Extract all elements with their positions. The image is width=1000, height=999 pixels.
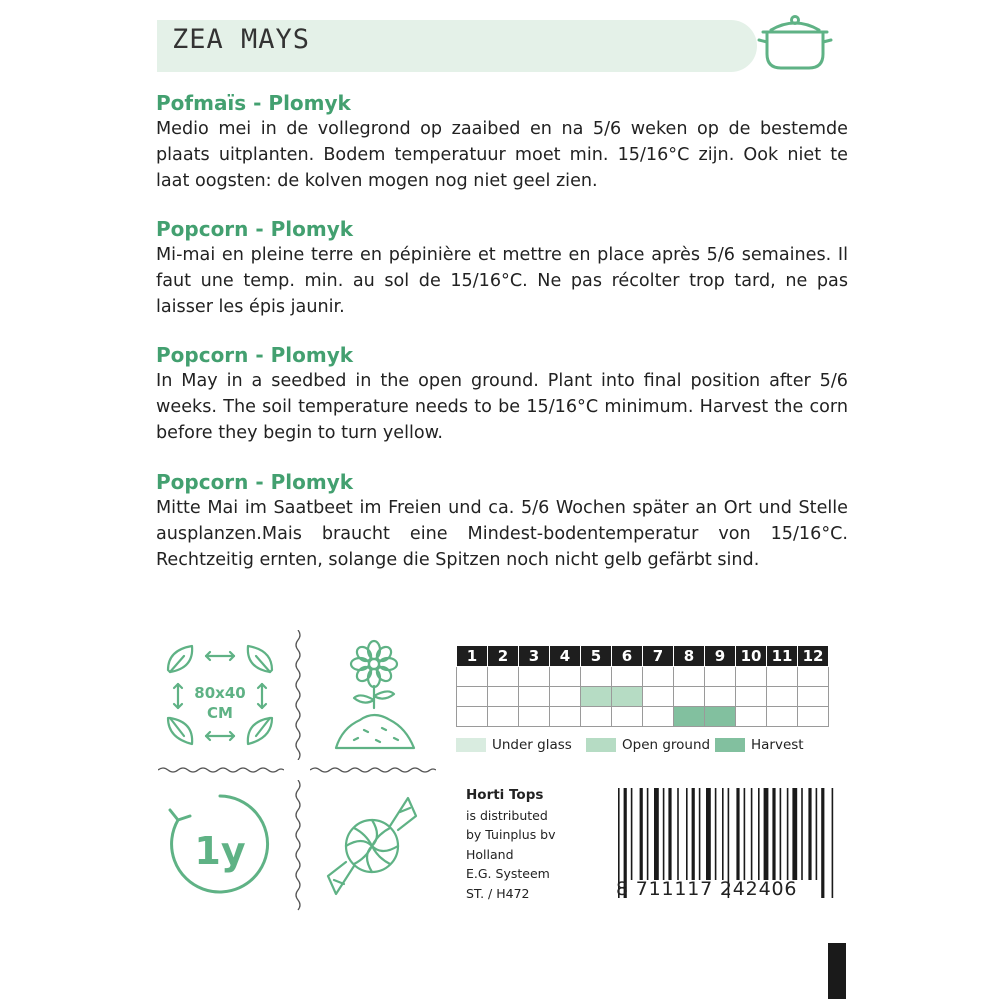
candy-icon [322,786,422,904]
calendar-cell [519,707,550,727]
calendar-cell [519,687,550,707]
legend-swatch [586,738,616,752]
calendar-cell [581,687,612,707]
legend-label: Harvest [751,737,804,753]
barcode-bar [780,788,782,880]
calendar-cell [457,667,488,687]
barcode-bar [647,788,649,880]
barcode-bar [758,788,760,880]
month-header: 9 [705,646,736,667]
calendar-cell [643,707,674,727]
month-header: 4 [550,646,581,667]
plant-flower-icon [330,636,420,756]
calendar-cell [550,707,581,727]
section-title: Pofmaïs - Plomyk [156,91,351,115]
calendar-cell [767,707,798,727]
calendar-cell [767,667,798,687]
section-fr [156,216,848,320]
barcode-digits: 8 711117 242406 [616,878,798,900]
barcode-bar [668,788,671,880]
month-header: 11 [767,646,798,667]
barcode-bar [787,788,789,880]
pot-icon [755,10,835,74]
calendar-cell [736,667,767,687]
calendar-cell [612,687,643,707]
sowing-calendar [456,645,829,727]
section-body: Mitte Mai im Saatbeet im Freien und ca. 5/6 Wochen später an Ort und Stelle ausplanzen.Mais braucht eine Mindest-bodentemperatur von 15/16°C. Rechtzeitig ernten, solange die Spitzen noch nicht gelb gefärbt sind. [156,498,848,570]
barcode-bar [772,788,775,880]
calendar-cell [674,687,705,707]
legend-swatch [715,738,745,752]
calendar-cell [705,687,736,707]
wavy-divider-horizontal [310,764,436,776]
legend-label: Open ground [622,737,711,753]
barcode-bar [751,788,753,880]
section-body: Medio mei in de vollegrond op zaaibed en na 5/6 weken op de bestemde plaats uitplanten. Bodem temperatuur moet min. 15/16°C zijn. Ook niet te laat oogsten: de kolven mogen nog niet geel zien. [156,119,848,191]
calendar-cell [488,667,519,687]
legend-swatch [456,738,486,752]
barcode-bar [722,788,724,880]
month-header: 5 [581,646,612,667]
calendar-cell [767,687,798,707]
month-header: 1 [457,646,488,667]
calendar-cell [519,667,550,687]
calendar-cell [457,707,488,727]
section-title: Popcorn - Plomyk [156,217,354,241]
distributor-line: by Tuinplus bv [466,827,556,843]
calendar-row-under-glass [457,667,829,687]
barcode-bar [706,788,711,880]
calendar-cell [488,707,519,727]
barcode-bar [631,788,633,880]
barcode-bar [764,788,769,880]
barcode-bar [792,788,797,880]
calendar-cell [674,667,705,687]
barcode-bar [744,788,746,880]
barcode-bar [663,788,665,880]
distributor-line: ST. / H472 [466,885,530,901]
wavy-divider-vertical [292,780,304,915]
barcode-bar [736,788,739,880]
wavy-divider-horizontal [158,764,284,776]
section-de [156,469,848,573]
barcode-bar [692,788,695,880]
black-marker-bar [828,943,846,999]
distributor-brand: Horti Tops [466,787,544,803]
spacing-icon [160,640,280,755]
distributor-line: E.G. Systeem [466,866,550,882]
month-header: 12 [798,646,829,667]
calendar-cell [798,707,829,727]
calendar-cell [643,687,674,707]
page-title: ZEA MAYS [172,24,311,55]
section-nl [156,90,848,194]
wavy-divider-vertical [292,630,304,760]
section-title: Popcorn - Plomyk [156,343,354,367]
month-header: 7 [643,646,674,667]
month-header: 8 [674,646,705,667]
calendar-cell [488,687,519,707]
calendar-cell [736,707,767,727]
distributor-info [466,786,556,904]
lifespan-value: 1y [194,829,246,873]
spacing-value: 80x40 [194,684,246,702]
section-en [156,342,848,446]
barcode-bar [715,788,717,880]
month-header: 10 [736,646,767,667]
section-title: Popcorn - Plomyk [156,470,354,494]
calendar-cell [798,687,829,707]
calendar-cell [457,687,488,707]
calendar-cell [643,667,674,687]
calendar-cell [581,667,612,687]
calendar-cell [798,667,829,687]
calendar-row-open-ground [457,687,829,707]
barcode-bar [654,788,659,880]
calendar-cell [550,687,581,707]
section-body: Mi-mai en pleine terre en pépinière et mettre en place après 5/6 semaines. Il faut une temp. min. au sol de 15/16°C. Ne pas récolter trop tard, ne pas laisser les épis jaunir. [156,245,848,317]
calendar-cell [550,667,581,687]
calendar-cell [581,707,612,727]
barcode-bar [686,788,688,880]
calendar-row-harvest [457,707,829,727]
barcode-bar [808,788,811,880]
calendar-cell [674,707,705,727]
legend-label: Under glass [492,737,572,753]
calendar-table [456,645,829,727]
calendar-cell [736,687,767,707]
distributor-line: is distributed [466,807,548,823]
calendar-cell [612,667,643,687]
calendar-cell [705,667,736,687]
month-header: 2 [488,646,519,667]
distributor-line: Holland [466,846,514,862]
barcode-bar [677,788,679,880]
calendar-cell [705,707,736,727]
barcode-bar [801,788,803,880]
spacing-unit: CM [207,704,233,722]
barcode-bar [816,788,818,880]
calendar-cell [612,707,643,727]
month-header: 3 [519,646,550,667]
section-body: In May in a seedbed in the open ground. Plant into final position after 5/6 weeks. The soil temperature needs to be 15/16°C minimum. Harvest the corn before they begin to turn yellow. [156,371,848,443]
barcode-bar [699,788,701,880]
month-header: 6 [612,646,643,667]
lifespan-cycle-icon [158,782,282,906]
barcode-bar [640,788,643,880]
